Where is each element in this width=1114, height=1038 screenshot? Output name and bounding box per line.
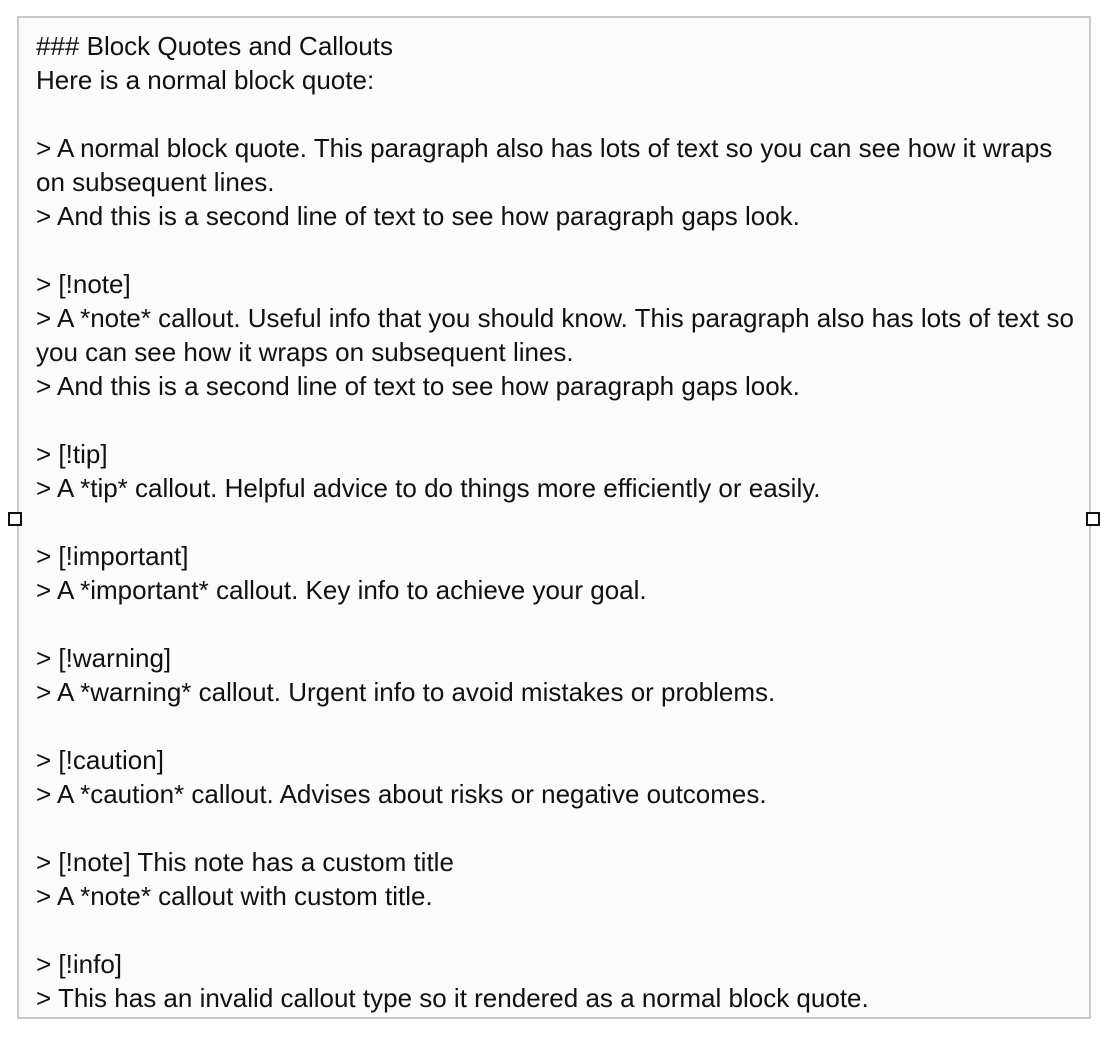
text-line: > A *note* callout. Useful info that you should know. This paragraph also has lots of text so you can see how it wraps on subsequent lines.: [36, 303, 1082, 367]
text-line: [36, 97, 1076, 131]
text-line: [36, 913, 1076, 947]
text-line: ### Block Quotes and Callouts: [36, 31, 393, 61]
text-line: > [!info]: [36, 949, 122, 979]
text-line: Here is a normal block quote:: [36, 65, 375, 95]
text-line: > This has an invalid callout type so it rendered as a normal block quote.: [36, 983, 869, 1013]
left-resize-handle[interactable]: [8, 512, 22, 526]
text-line: [36, 403, 1076, 437]
text-line: [36, 811, 1076, 845]
text-line: > [!note] This note has a custom title: [36, 847, 454, 877]
text-line: > A normal block quote. This paragraph also has lots of text so you can see how it wraps on subsequent lines.: [36, 133, 1060, 197]
text-line: [36, 709, 1076, 743]
text-line: [36, 607, 1076, 641]
text-line: [36, 233, 1076, 267]
text-line: > And this is a second line of text to see how paragraph gaps look.: [36, 201, 800, 231]
text-line: > [!warning]: [36, 643, 172, 673]
text-line: > A *note* callout with custom title.: [36, 881, 433, 911]
markdown-text-area[interactable]: [17, 16, 1091, 1019]
text-line: > [!note]: [36, 269, 131, 299]
text-line: > A *warning* callout. Urgent info to avoid mistakes or problems.: [36, 677, 776, 707]
text-line: > A *important* callout. Key info to achieve your goal.: [36, 575, 647, 605]
text-line: > [!important]: [36, 541, 189, 571]
text-line: > [!tip]: [36, 439, 108, 469]
markdown-source-text[interactable]: [36, 29, 1082, 1015]
text-line: [36, 505, 1076, 539]
text-line: > A *caution* callout. Advises about risks or negative outcomes.: [36, 779, 767, 809]
right-resize-handle[interactable]: [1086, 512, 1100, 526]
text-line: > A *tip* callout. Helpful advice to do things more efficiently or easily.: [36, 473, 821, 503]
text-line: > And this is a second line of text to see how paragraph gaps look.: [36, 371, 800, 401]
text-line: > [!caution]: [36, 745, 164, 775]
